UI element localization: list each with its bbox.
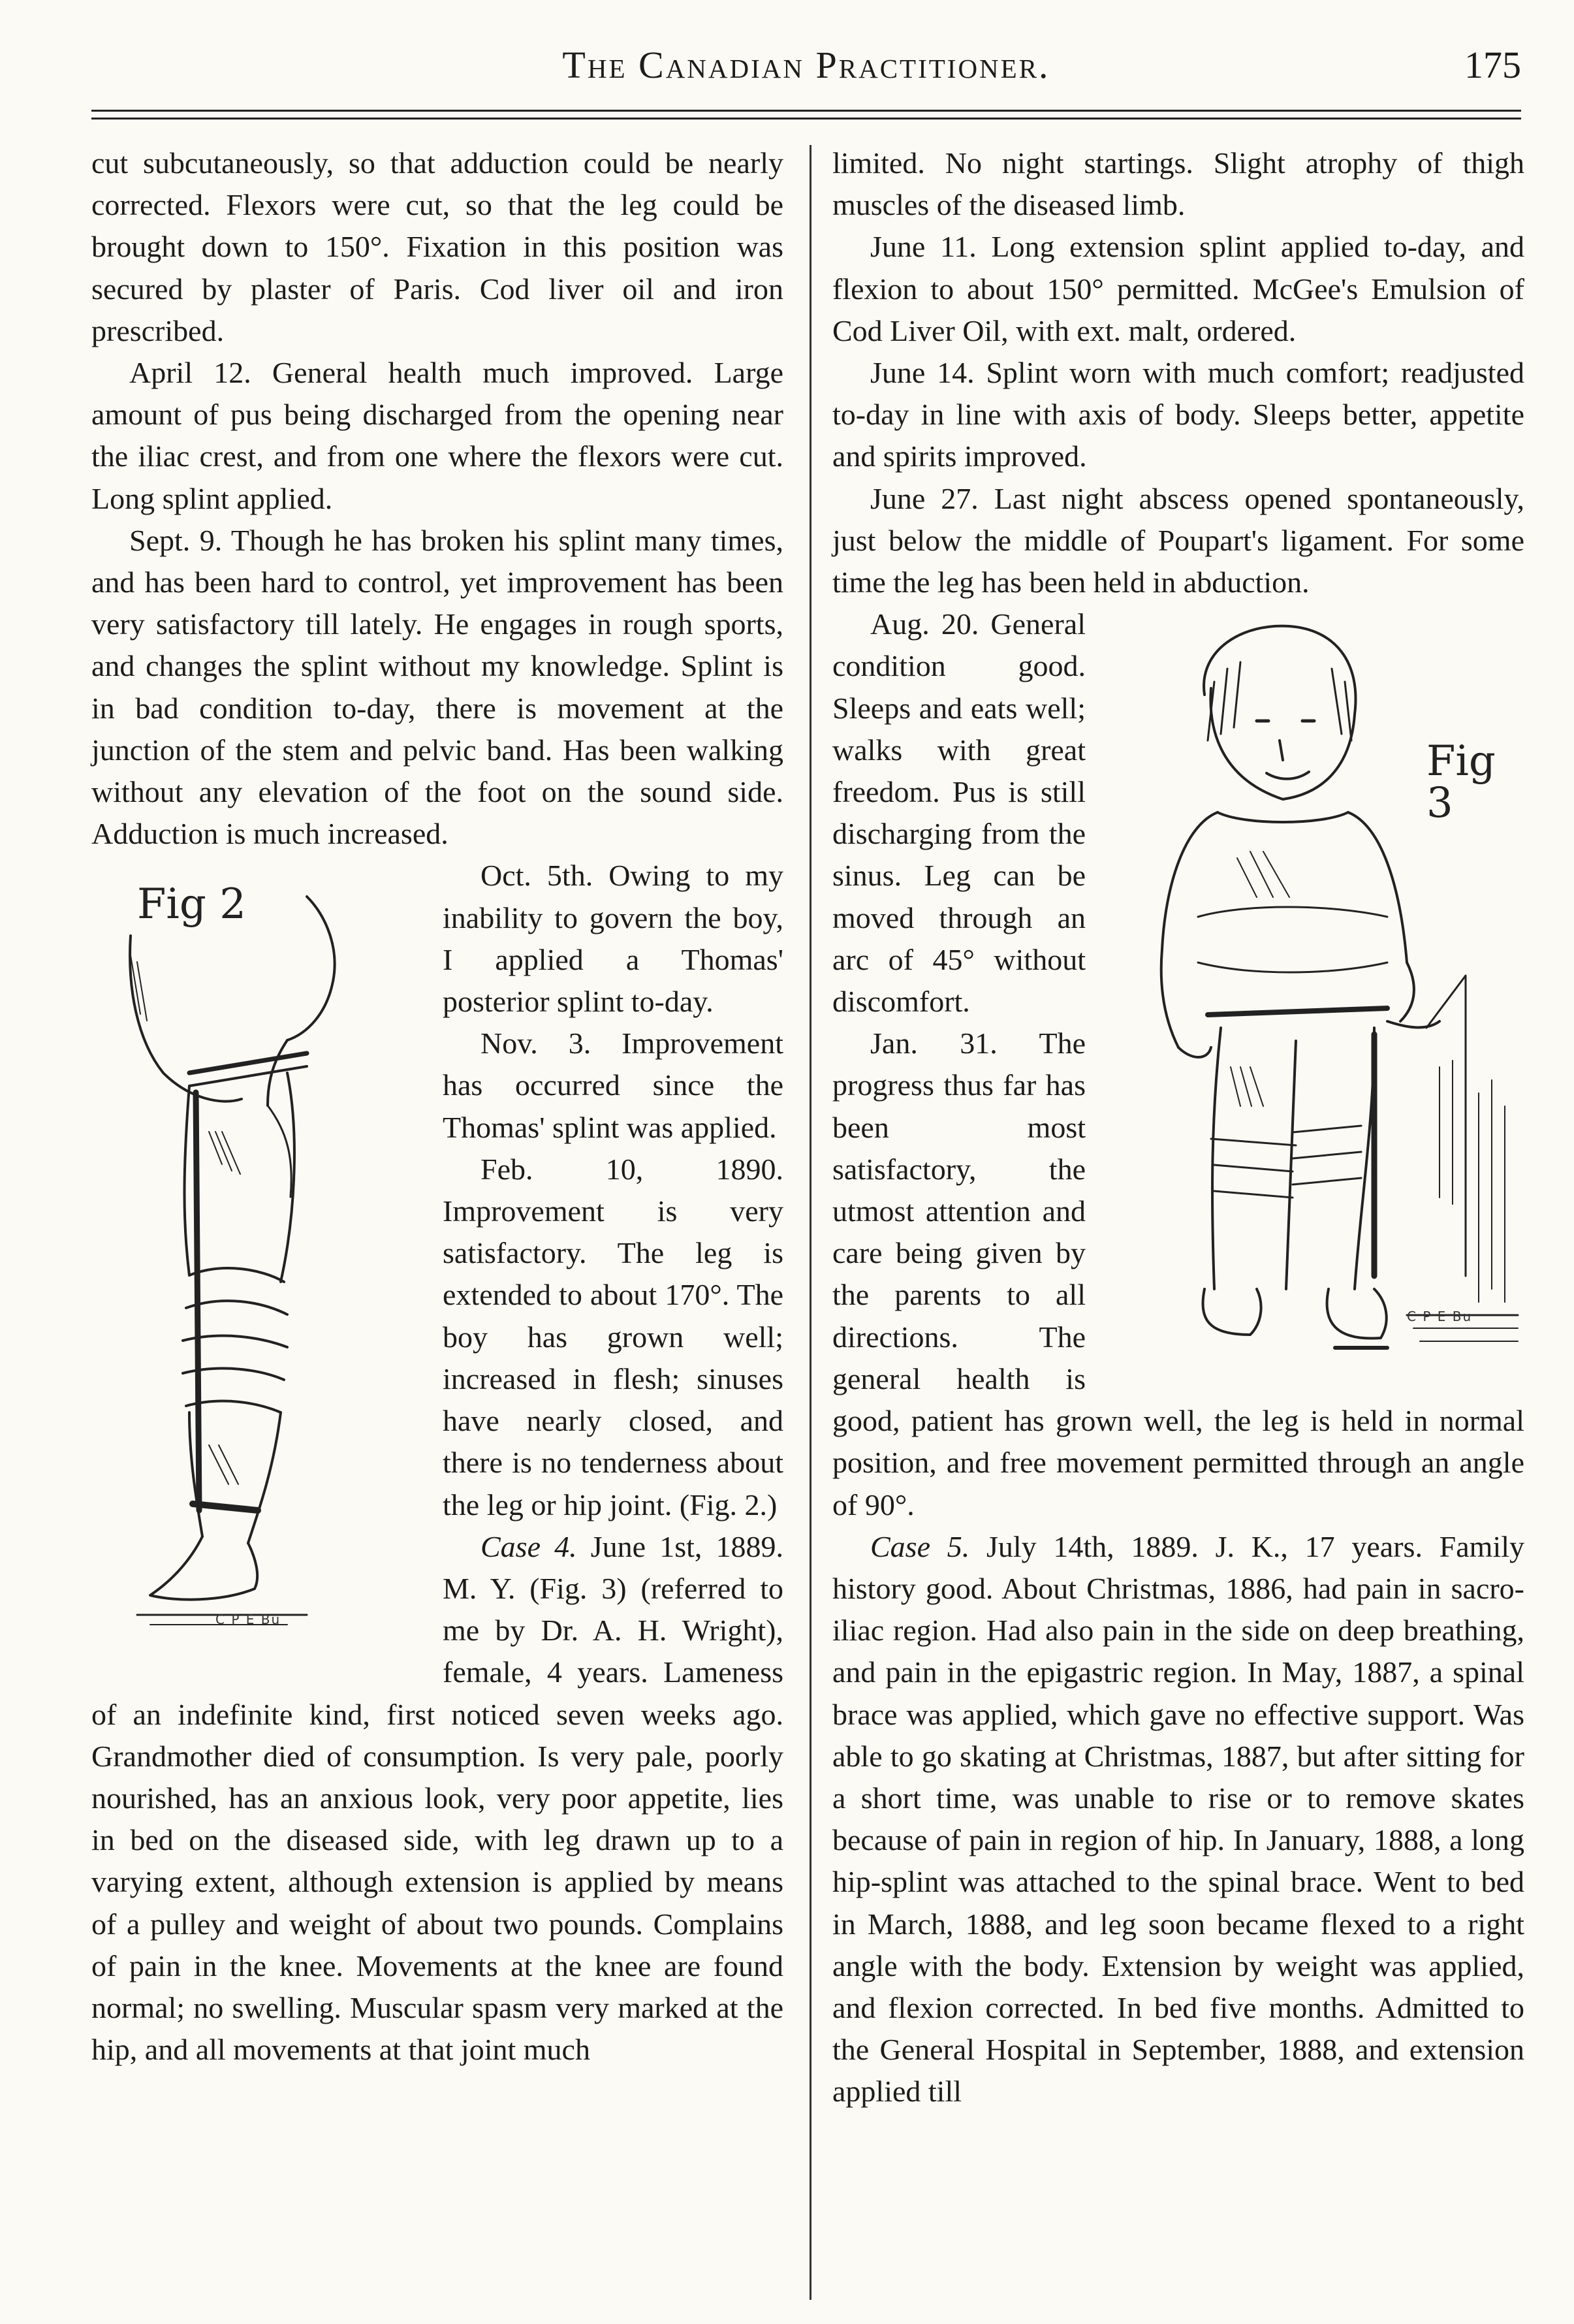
figure-2-leg-splint-illustration (91, 857, 418, 1667)
paragraph: cut subcutaneously, so that adduction could be nearly corrected. Flexors were cut, so that the leg could be brought down to 150°. Fixation in this position was secured by plaster of Paris. Cod liver oil and iron prescribed. (91, 146, 783, 347)
left-column (91, 142, 783, 2071)
header-rule-top (91, 110, 1521, 112)
paragraph: Aug. 20. General condition good. Sleeps and eats well; walks with great freedom. Pus is still discharging from the sinus. Leg can be moved through an arc of 45° without discomfort. (832, 607, 1086, 1019)
paragraph: June 14. Splint worn with much comfort; readjusted to-day in line with axis of body. Sleeps better, appetite and spirits improved. (832, 356, 1524, 473)
right-column (832, 142, 1524, 2113)
running-title: The Canadian Practitioner. (562, 44, 1050, 86)
figure-2-signature: C P E Bu (215, 1612, 281, 1628)
paragraph: April 12. General health much improved. Large amount of pus being discharged from the opening near the iliac crest, and from one where the flexors were cut. Long splint applied. (91, 356, 783, 515)
case-label: Case 5. (870, 1529, 970, 1563)
paragraph: Feb. 10, 1890. Improvement is very satisfactory. The leg is extended to about 170°. The boy has grown well; increased in flesh; sinuses have nearly closed, and there is no tenderness about the leg or hip joint. (Fig. 2.) (443, 1152, 783, 1521)
figure-2-label: Fig 2 (137, 880, 246, 929)
child-splint-drawing (1100, 610, 1524, 1393)
page-header (91, 39, 1521, 118)
case-label: Case 4. (480, 1529, 577, 1563)
figure-3-child-with-splint-illustration (1100, 610, 1524, 1393)
paragraph: Sept. 9. Though he has broken his splint many times, and has been hard to control, yet improvement has been very satisfactory till lately. He engages in rough sports, and changes the splint without my knowledge. Splint is in bad condition to-day, there is movement at the junction of the stem and pelvic band. Has been walking without any elevation of the foot on the sound side. Adduction is much increased. (91, 523, 783, 851)
column-divider (810, 145, 811, 2300)
figure-3-label: Fig 3 (1426, 737, 1496, 828)
case-text: July 14th, 1889. J. K., 17 years. Family history good. About Christmas, 1886, had pain in sacro-iliac region. Had also pain in the side on deep breathing, and pain in the epigastric region. In May, 1887, a spinal brace was applied, which gave no effective support. Was able to go skating at Christmas, 1887, but after sitting for a short time, was unable to rise or to remove skates because of pain in region of hip. In January, 1888, a long hip-splint was attached to the spinal brace. Went to bed in March, 1888, and leg soon became flexed to a right angle with the body. Extension by weight was applied, and flexion corrected. In bed five months. Admitted to the General Hospital in September, 1888, and extension applied till (832, 1529, 1525, 2109)
paragraph: Jan. 31. The progress thus far has been most satisfactory, the utmost attention and care being given by the parents to all directions. The general health is good, patient has grown well, the leg is held in normal position, and free movement permitted through an angle of 90°. (832, 1027, 1524, 1521)
paragraph: Oct. 5th. Owing to my inability to govern the boy, I applied a Thomas' posterior splint to-day. (443, 859, 783, 1019)
paragraph (832, 1526, 1524, 2113)
header-rule-bottom (91, 118, 1521, 119)
figure-3-signature: C P E Bu (1407, 1309, 1473, 1325)
paragraph: limited. No night startings. Slight atrophy of thigh muscles of the diseased limb. (832, 146, 1524, 222)
paragraph: June 27. Last night abscess opened spontaneously, just below the middle of Poupart's ligament. For some time the leg has been held in abduction. (832, 481, 1524, 599)
page-number: 175 (1464, 44, 1521, 86)
case-text: June 1st, 1889. M. Y. (Fig. 3) (referred to me by Dr. A. H. Wright), female, 4 years. Lameness of an indefinite kind, first noticed seven weeks ago. Grandmother died of consumption. Is very pale, poorly nourished, has an anxious look, very poor appetite, lies in bed on the diseased side, with leg drawn up to a varying extent, although extension is applied by means of a pulley and weight of about two pounds. Complains of pain in the knee. Movements at the knee are found normal; no swelling. Muscular spasm very marked at the hip, and all movements at that joint much (91, 1529, 783, 2067)
leg-splint-drawing (91, 857, 418, 1667)
paragraph: June 11. Long extension splint applied to-day, and flexion to about 150° permitted. McGee's Emulsion of Cod Liver Oil, with ext. malt, ordered. (832, 230, 1524, 347)
paragraph: Nov. 3. Improvement has occurred since the Thomas' splint was applied. (443, 1027, 783, 1144)
